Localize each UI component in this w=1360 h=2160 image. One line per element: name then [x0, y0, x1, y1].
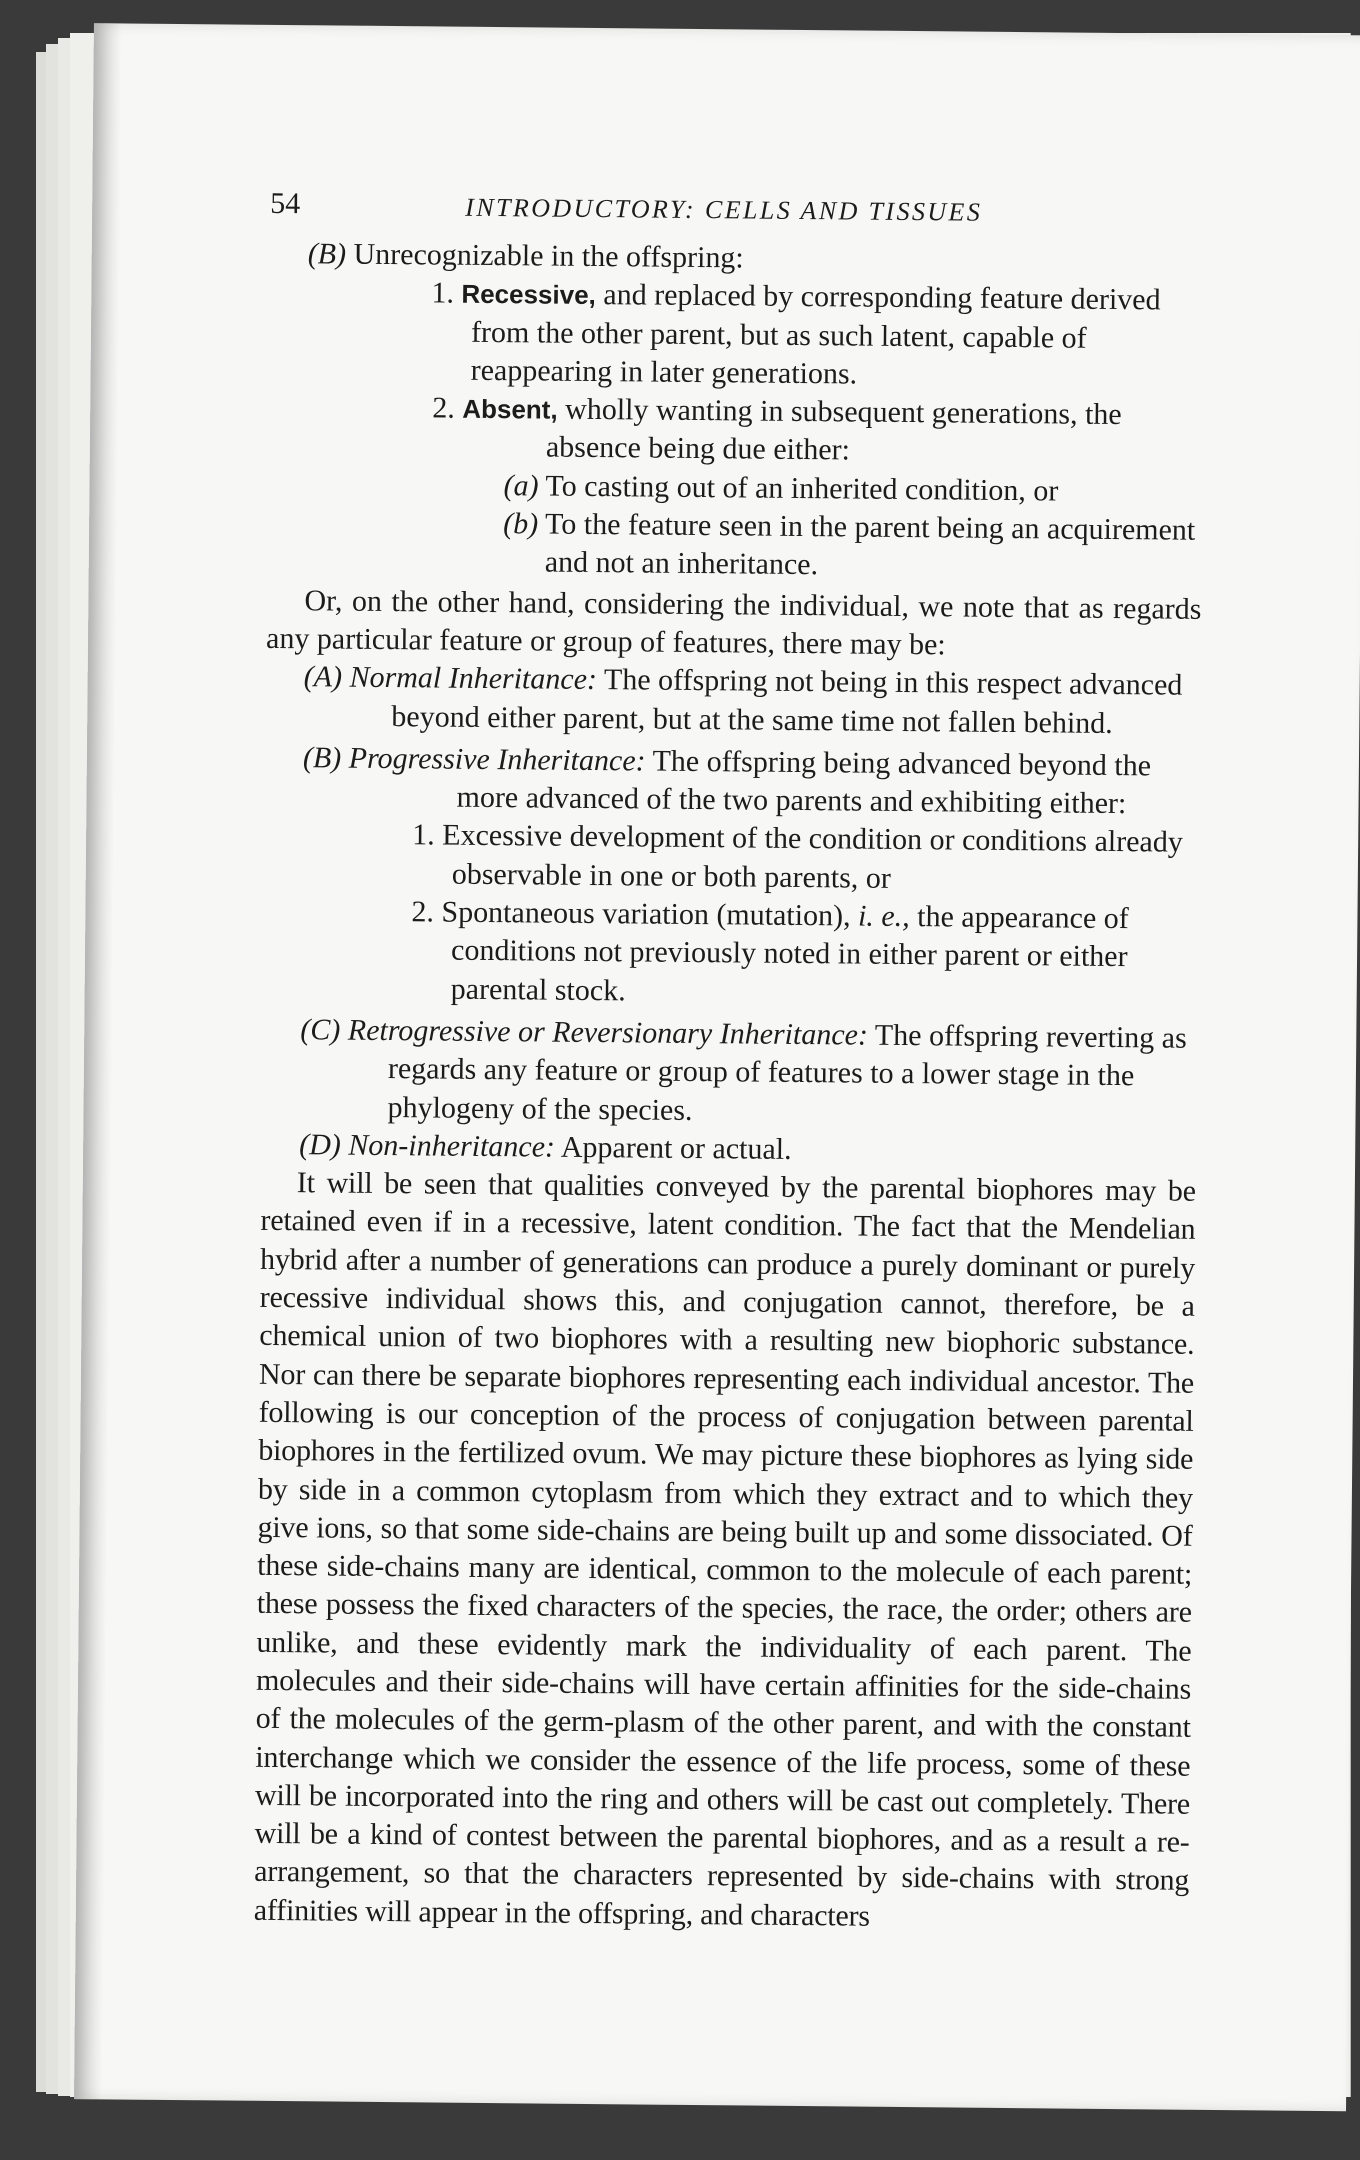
list-item: (B) Progressive Inheritance: The offspring being advanced beyond the more advanced of the two parents and exhibiting either: [302, 741, 1152, 821]
book-page [74, 23, 1360, 2111]
list-item: 1. Excessive development of the condition or conditions already observable in one or both parents, or [412, 818, 1183, 895]
page-number: 54 [270, 186, 301, 221]
page-text [254, 175, 1206, 1939]
body-paragraph: It will be seen that qualities conveyed by the parental biophores may be retained even if in a recessive, latent condition. The fact that the Mendelian hybrid after a number of generations can produce a purely dominant or purely recessive individual shows this, and conjugation cannot, therefore, be a chemical union of two biophores with a resulting new biophoric substance. Nor can there be separate biophores representing each individual ancestor. The following is our conception of the process of conjugation between parental biophores in the fertilized ovum. We may picture these biophores as lying side by side in a common cytoplasm from which they extract and to which they give ions, so that some side-chains are being built up and some dissociated. Of these side-chains many are identical, common to the molecule of each parent; these possess the fixed characters of the species, the race, the order; others are unlike, and these evidently mark the individuality of each parent. The molecules and their side-chains will have certain affinities for the side-chains of the molecules of the germ-plasm of the other parent, and with the constant interchange which we consider the essence of the life process, some of these will be incorporated into the ring and others will be cast out completely. There will be a kind of contest between the parental biophores, and as a result a re-arrangement, so that the characters represented by side-chains with strong affinities will appear in the offspring, and characters [253, 1166, 1196, 1933]
list-item: 2. Absent, wholly wanting in subsequent generations, the absence being due either: [432, 391, 1122, 467]
list-item: (a) To casting out of an inherited condition, or [503, 468, 1059, 508]
list-item: (b) To the feature seen in the parent being an acquirement and not an inheritance. [503, 507, 1196, 582]
list-item: (A) Normal Inheritance: The offspring not being in this respect advanced beyond either parent, but at the same time not fallen behind. [303, 660, 1183, 740]
list-item: (C) Retrogressive or Reversionary Inheritance: The offspring reverting as regards any feature or group of features to a lower stage in the phylogeny of the species. [300, 1013, 1187, 1127]
page-header [270, 175, 1206, 244]
list-item: 1. Recessive, and replaced by corresponding feature derived from the other parent, but as such latent, capable of reappearing in later generations. [431, 276, 1161, 391]
intro-paragraph: Or, on the other hand, considering the individual, we note that as regards any particular feature or group of features, there may be: [265, 583, 1202, 662]
running-head: INTRODUCTORY: CELLS AND TISSUES [465, 192, 983, 227]
list-item: 2. Spontaneous variation (mutation), i. e., the appearance of conditions not previously noted in either parent or either parental stock. [411, 895, 1129, 1007]
list-item: (D) Non-inheritance: Apparent or actual. [299, 1128, 792, 1166]
list-item: (B) Unrecognizable in the offspring: [307, 237, 744, 275]
